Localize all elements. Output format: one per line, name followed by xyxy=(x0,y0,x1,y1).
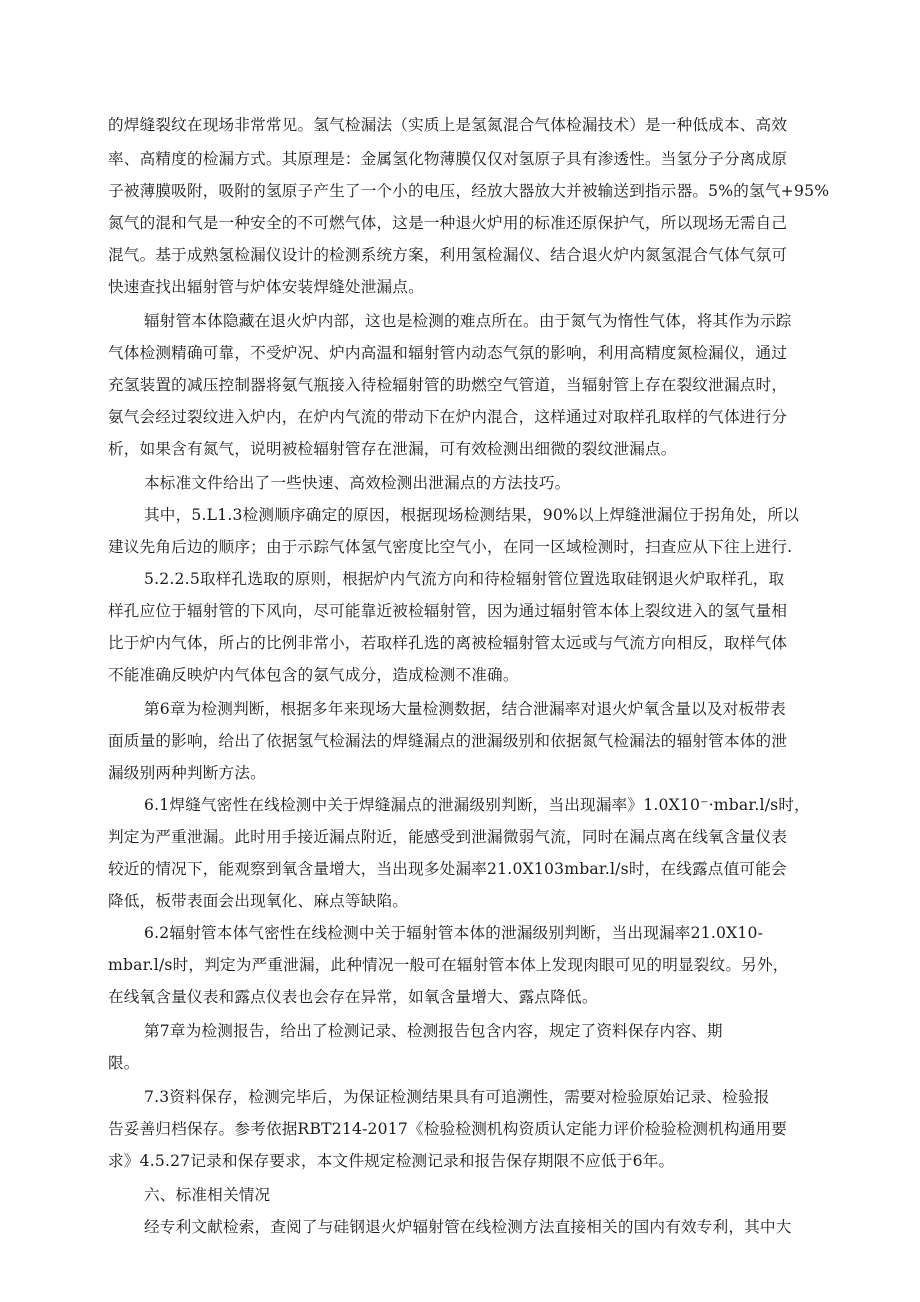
text-line: 本标准文件给出了一些快速、高效检测出泄漏点的方法技巧。 xyxy=(144,474,571,492)
text-line: 7.3资料保存，检测完毕后，为保证检测结果具有可追溯性，需要对检验原始记录、检验报 xyxy=(144,1088,770,1106)
text-line: 求》4.5.27记录和保存要求，本文件规定检测记录和报告保存期限不应低于6年。 xyxy=(108,1152,675,1170)
text-line: mbar.l/s时，判定为严重泄漏，此种情况一般可在辐射管本体上发现肉眼可见的明显裂纹。另外， xyxy=(108,956,789,974)
text-line: 析，如果含有氮气，说明被检辐射管存在泄漏，可有效检测出细微的裂纹泄漏点。 xyxy=(108,440,677,458)
text-line: 判定为严重泄漏。此时用手接近漏点附近，能感受到泄漏微弱气流，同时在漏点离在线氧含量仪表 xyxy=(108,828,788,846)
text-line: 充氢装置的减压控制器将氨气瓶接入待检辐射管的助燃空气管道，当辐射管上存在裂纹泄漏点时， xyxy=(108,376,788,394)
text-line: 其中，5.L1.3检测顺序确定的原因，根据现场检测结果，90%以上焊缝泄漏位于拐角处，所以 xyxy=(144,506,800,524)
text-line: 限。 xyxy=(108,1054,140,1072)
text-line: 第6章为检测判断，根据多年来现场大量检测数据，结合泄漏率对退火炉氧含量以及对板带表 xyxy=(144,700,786,718)
text-line: 降低，板带表面会出现氧化、麻点等缺陷。 xyxy=(108,892,409,910)
text-line: 面质量的影响，给出了依据氢气检漏法的焊缝漏点的泄漏级别和依据氮气检漏法的辐射管本体的泄 xyxy=(108,732,788,750)
text-line: 第7章为检测报告，给出了检测记录、检测报告包含内容，规定了资料保存内容、期 xyxy=(144,1022,723,1040)
text-line: 6.1焊缝气密性在线检测中关于焊缝漏点的泄漏级别判断，当出现漏率》1.0X10⁻·mbar.l/s时， xyxy=(144,796,810,814)
text-line: 率、高精度的检漏方式。其原理是：金属氢化物薄膜仅仅对氢原子具有渗透性。当氢分子分离成原 xyxy=(108,150,788,168)
text-line: 辐射管本体隐藏在退火炉内部，这也是检测的难点所在。由于氮气为惰性气体，将其作为示踪 xyxy=(144,312,792,330)
text-line: 样孔应位于辐射管的下风向，尽可能靠近被检辐射管，因为通过辐射管本体上裂纹进入的氢气量相 xyxy=(108,602,788,620)
text-line: 比于炉内气体，所占的比例非常小，若取样孔选的离被检辐射管太远或与气流方向相反，取样气体 xyxy=(108,634,788,652)
text-line: 5.2.2.5取样孔选取的原则，根据炉内气流方向和待检辐射管位置选取硅钢退火炉取样孔，取 xyxy=(144,570,785,588)
text-line: 经专利文献检索，查阅了与硅钢退火炉辐射管在线检测方法直接相关的国内有效专利，其中大 xyxy=(144,1218,792,1236)
text-line: 较近的情况下，能观察到氧含量增大，当出现多处漏率21.0X103mbar.l/s时，在线露点值可能会 xyxy=(108,860,787,878)
text-line: 漏级别两种判断方法。 xyxy=(108,764,266,782)
text-line: 氮气的混和气是一种安全的不可燃气体，这是一种退火炉用的标准还原保护气，所以现场无需自己 xyxy=(108,214,788,232)
text-line: 快速查找出辐射管与炉体安装焊缝处泄漏点。 xyxy=(108,278,424,296)
text-line: 子被薄膜吸附，吸附的氢原子产生了一个小的电压，经放大器放大并被输送到指示器。5%的氢气+95% xyxy=(108,182,830,200)
text-line: 气体检测精确可靠，不受炉况、炉内高温和辐射管内动态气氛的影响，利用高精度氮检漏仪，通过 xyxy=(108,344,788,362)
text-line: 告妥善归档保存。参考依据RBT214-2017《检验检测机构资质认定能力评价检验检测机构通用要 xyxy=(108,1120,788,1138)
text-line: 在线氧含量仪表和露点仪表也会存在异常，如氧含量增大、露点降低。 xyxy=(108,988,598,1006)
text-line: 氨气会经过裂纹进入炉内，在炉内气流的带动下在炉内混合，这样通过对取样孔取样的气体进行分 xyxy=(108,408,788,426)
section-heading: 六、标准相关情况 xyxy=(144,1186,271,1204)
text-line: 的焊缝裂纹在现场非常常见。氢气检漏法（实质上是氢氮混合气体检漏技术）是一种低成本、高效 xyxy=(108,116,788,134)
text-line: 建议先角后边的顺序；由于示踪气体氢气密度比空气小，在同一区域检测时，扫查应从下往上进行. xyxy=(108,538,793,556)
text-line: 不能准确反映炉内气体包含的氨气成分，造成检测不准确。 xyxy=(108,666,519,684)
text-line: 混气。基于成熟氢检漏仪设计的检测系统方案，利用氢检漏仪、结合退火炉内氮氢混合气体气氛可 xyxy=(108,246,788,264)
text-line: 6.2辐射管本体气密性在线检测中关于辐射管本体的泄漏级别判断，当出现漏率21.0X10- xyxy=(144,924,764,942)
